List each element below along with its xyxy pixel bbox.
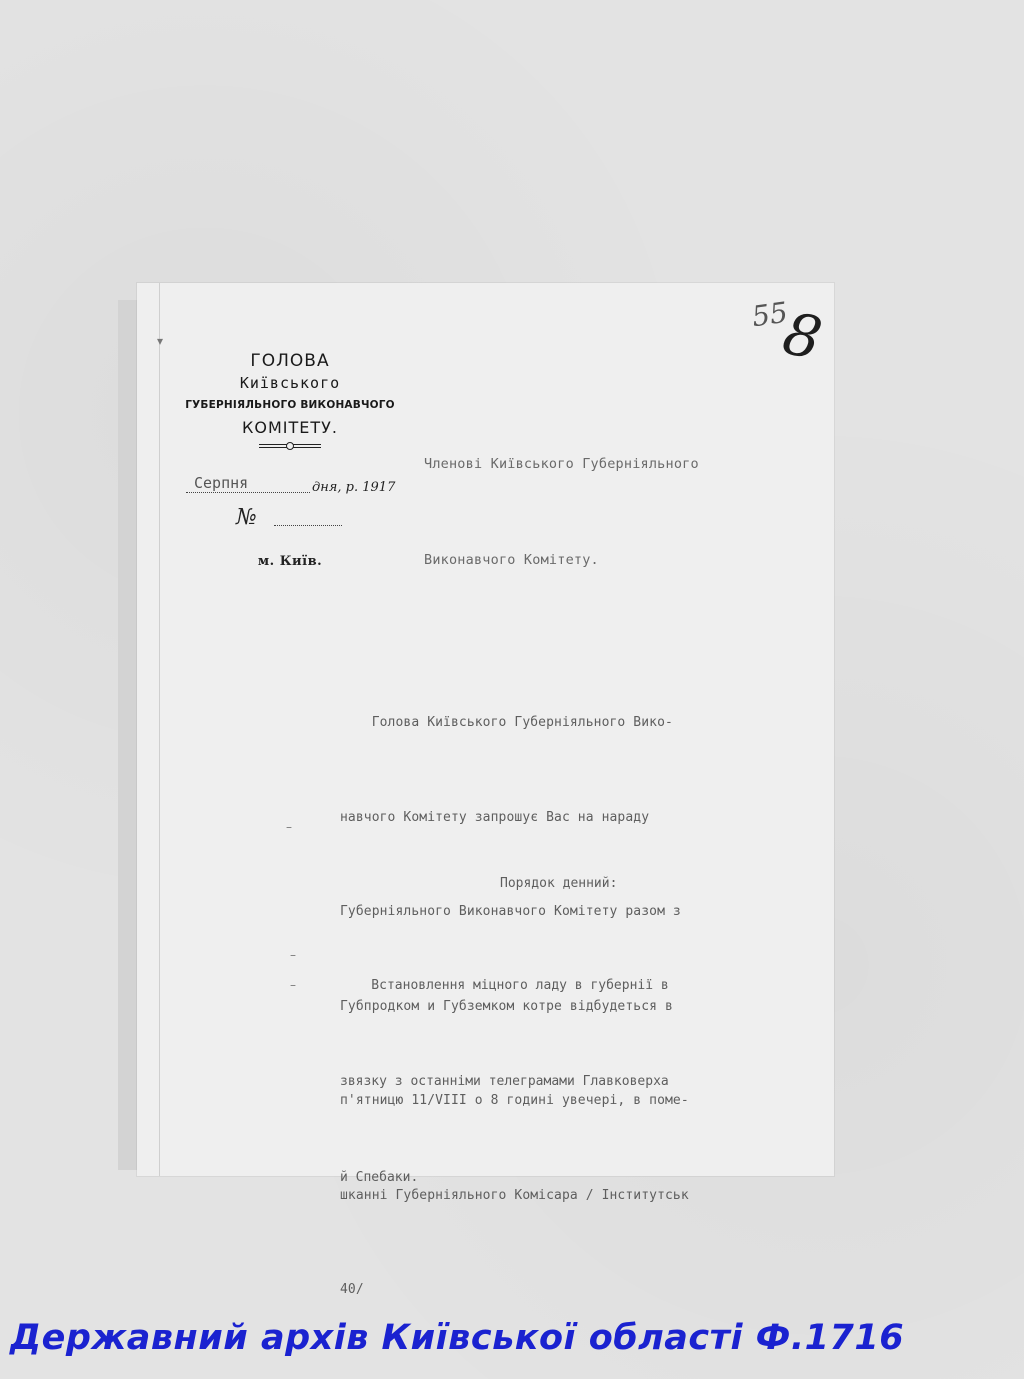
margin-tick: – <box>290 978 296 992</box>
body-line: Губпродком и Губземком котре відбудеться в <box>340 998 673 1014</box>
margin-tick: ▾ <box>157 334 164 348</box>
body-line: навчого Комітету запрошує Вас на нараду <box>340 809 650 825</box>
folio-pencil-number: 55 <box>749 295 790 334</box>
date-dotted-line <box>186 492 310 493</box>
addressee-line: Виконавчого Комітету. <box>424 552 599 568</box>
body-line: Голова Київського Губерніяльного Вико- <box>340 715 673 730</box>
body-line: п'ятницю 11/VIII о 8 годині увечері, в поме- <box>340 1093 689 1108</box>
date-month: Серпня <box>194 474 249 492</box>
city-label: м. Київ. <box>257 554 323 569</box>
letterhead-city-adjective: Київського <box>239 374 341 392</box>
agenda-body <box>340 906 669 1226</box>
addressee-line: Членові Київського Губерніяльного <box>424 456 699 472</box>
body-line: 40/ <box>340 1282 364 1297</box>
binding-fold <box>159 283 160 1176</box>
archive-caption: Державний архів Київської області Ф.1716 <box>10 1318 905 1358</box>
agenda-line: Встановлення міцного ладу в губернії в <box>340 978 669 993</box>
letterhead-title: ГОЛОВА <box>250 351 330 371</box>
agenda-line: звязку з останніми телеграмами Главковерха <box>340 1074 669 1089</box>
number-dotted-line <box>274 525 342 526</box>
agenda-heading: Порядок денний: <box>500 876 618 891</box>
letterhead <box>180 350 400 450</box>
letterhead-committee: ГУБЕРНІЯЛЬНОГО ВИКОНАВЧОГО <box>185 399 395 411</box>
body-line: Губерніяльного Виконавчого Комітету разом з <box>340 904 681 919</box>
number-sign: № <box>236 505 257 530</box>
ornament-divider <box>259 442 321 450</box>
addressee <box>424 384 699 608</box>
number-field <box>236 505 346 531</box>
letterhead-committee-end: КОМІТЕТУ. <box>242 418 338 437</box>
margin-tick: – <box>290 948 296 962</box>
margin-tick: – <box>286 820 292 834</box>
date-suffix: дня, р. 1917 <box>312 480 396 495</box>
body-line: шканні Губерніяльного Комісара / Інститутськ <box>340 1187 689 1203</box>
folio-ink-number: 8 <box>777 298 828 374</box>
agenda-line: й Спебаки. <box>340 1170 419 1185</box>
date-field <box>186 474 400 496</box>
